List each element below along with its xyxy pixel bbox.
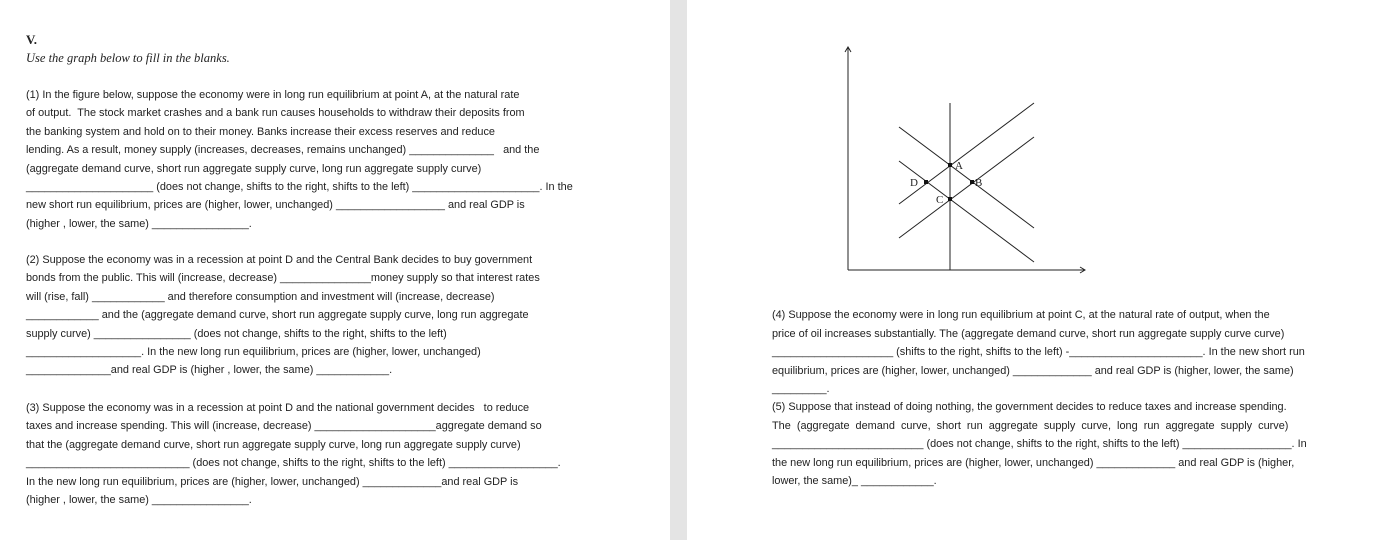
q1-line: lending. As a result, money supply (increases, decreases, remains unchanged) ______________ and the: [26, 144, 540, 157]
q3-line: that the (aggregate demand curve, short run aggregate supply curve, long run aggregate supply curve): [26, 438, 521, 451]
q1-line: the banking system and hold on to their money. Banks increase their excess reserves and reduce: [26, 125, 495, 138]
q2-line: bonds from the public. This will (increase, decrease) _______________money supply so that interest rates: [26, 272, 540, 285]
sras-curve-1: [899, 103, 1034, 204]
point-a-label: A: [955, 160, 963, 172]
q3-line: taxes and increase spending. This will (increase, decrease) ____________________aggregate demand so: [26, 420, 542, 433]
instruction: Use the graph below to fill in the blanks.: [26, 51, 230, 65]
point-c-label: C: [936, 194, 944, 206]
sras-curve-2: [899, 137, 1034, 238]
q5-line: _________________________ (does not change, shifts to the right, shifts to the left) __________________. In: [772, 438, 1307, 451]
q2-line: ___________________. In the new long run equilibrium, prices are (higher, lower, unchanged): [26, 346, 481, 358]
q5-line: (5) Suppose that instead of doing nothing, the government decides to reduce taxes and increase spending.: [772, 401, 1287, 413]
q3-line: (higher , lower, the same) ________________.: [26, 494, 252, 506]
point-b-label: B: [975, 177, 983, 189]
point-d-marker: [924, 180, 928, 184]
q1-line: new short run equilibrium, prices are (higher, lower, unchanged) __________________ and real GDP is: [26, 199, 525, 212]
q1-line: (1) In the figure below, suppose the economy were in long run equilibrium at point A, at the natural rate: [26, 89, 520, 101]
q1-line: _____________________ (does not change, shifts to the right, shifts to the left) _____________________. In the: [26, 181, 573, 193]
q1-line: of output. The stock market crashes and a bank run causes households to withdraw their deposits from: [26, 107, 525, 120]
q3-line: In the new long run equilibrium, prices are (higher, lower, unchanged) _____________and real GDP is: [26, 475, 519, 488]
q2-line: will (rise, fall) ____________ and therefore consumption and investment will (increase, decrease): [26, 290, 495, 303]
q5-line: lower, the same)_ ____________.: [772, 475, 937, 488]
ad-curve-1: [899, 127, 1034, 228]
q2-line: (2) Suppose the economy was in a recession at point D and the Central Bank decides to buy government: [26, 254, 533, 266]
q4-line: _________.: [772, 383, 830, 396]
ad-curve-2: [899, 161, 1034, 262]
point-a-marker: [948, 163, 952, 167]
q3-line: ___________________________ (does not change, shifts to the right, shifts to the left) __________________.: [26, 457, 561, 470]
q4-line: equilibrium, prices are (higher, lower, unchanged) _____________ and real GDP is (higher, lower, the same): [772, 364, 1294, 377]
q4-line: price of oil increases substantially. The (aggregate demand curve, short run aggregate supply curve curve): [772, 327, 1285, 340]
q1-line: (higher , lower, the same) ________________.: [26, 217, 252, 230]
q1-line: (aggregate demand curve, short run aggregate supply curve, long run aggregate supply curve): [26, 162, 482, 175]
q2-line: ______________and real GDP is (higher , lower, the same) ____________.: [26, 364, 393, 377]
q2-line: ____________ and the (aggregate demand curve, short run aggregate supply curve, long run aggregate: [26, 309, 529, 322]
section-number: V.: [26, 32, 37, 47]
point-b-marker: [970, 180, 974, 184]
point-c-marker: [948, 197, 952, 201]
q3-line: (3) Suppose the economy was in a recession at point D and the national government decides to reduce: [26, 402, 530, 414]
point-d-label: D: [910, 177, 918, 189]
q2-line: supply curve) ________________ (does not change, shifts to the right, shifts to the left): [26, 327, 447, 340]
q4-line: ____________________ (shifts to the right, shifts to the left) -______________________. In the new short run: [772, 346, 1305, 359]
q5-line: The (aggregate demand curve, short run aggregate supply curve, long run aggregate supply curve): [772, 419, 1289, 432]
q5-line: the new long run equilibrium, prices are (higher, lower, unchanged) _____________ and real GDP is (higher,: [772, 456, 1295, 469]
q4-line: (4) Suppose the economy were in long run equilibrium at point C, at the natural rate of output, when the: [772, 309, 1270, 321]
